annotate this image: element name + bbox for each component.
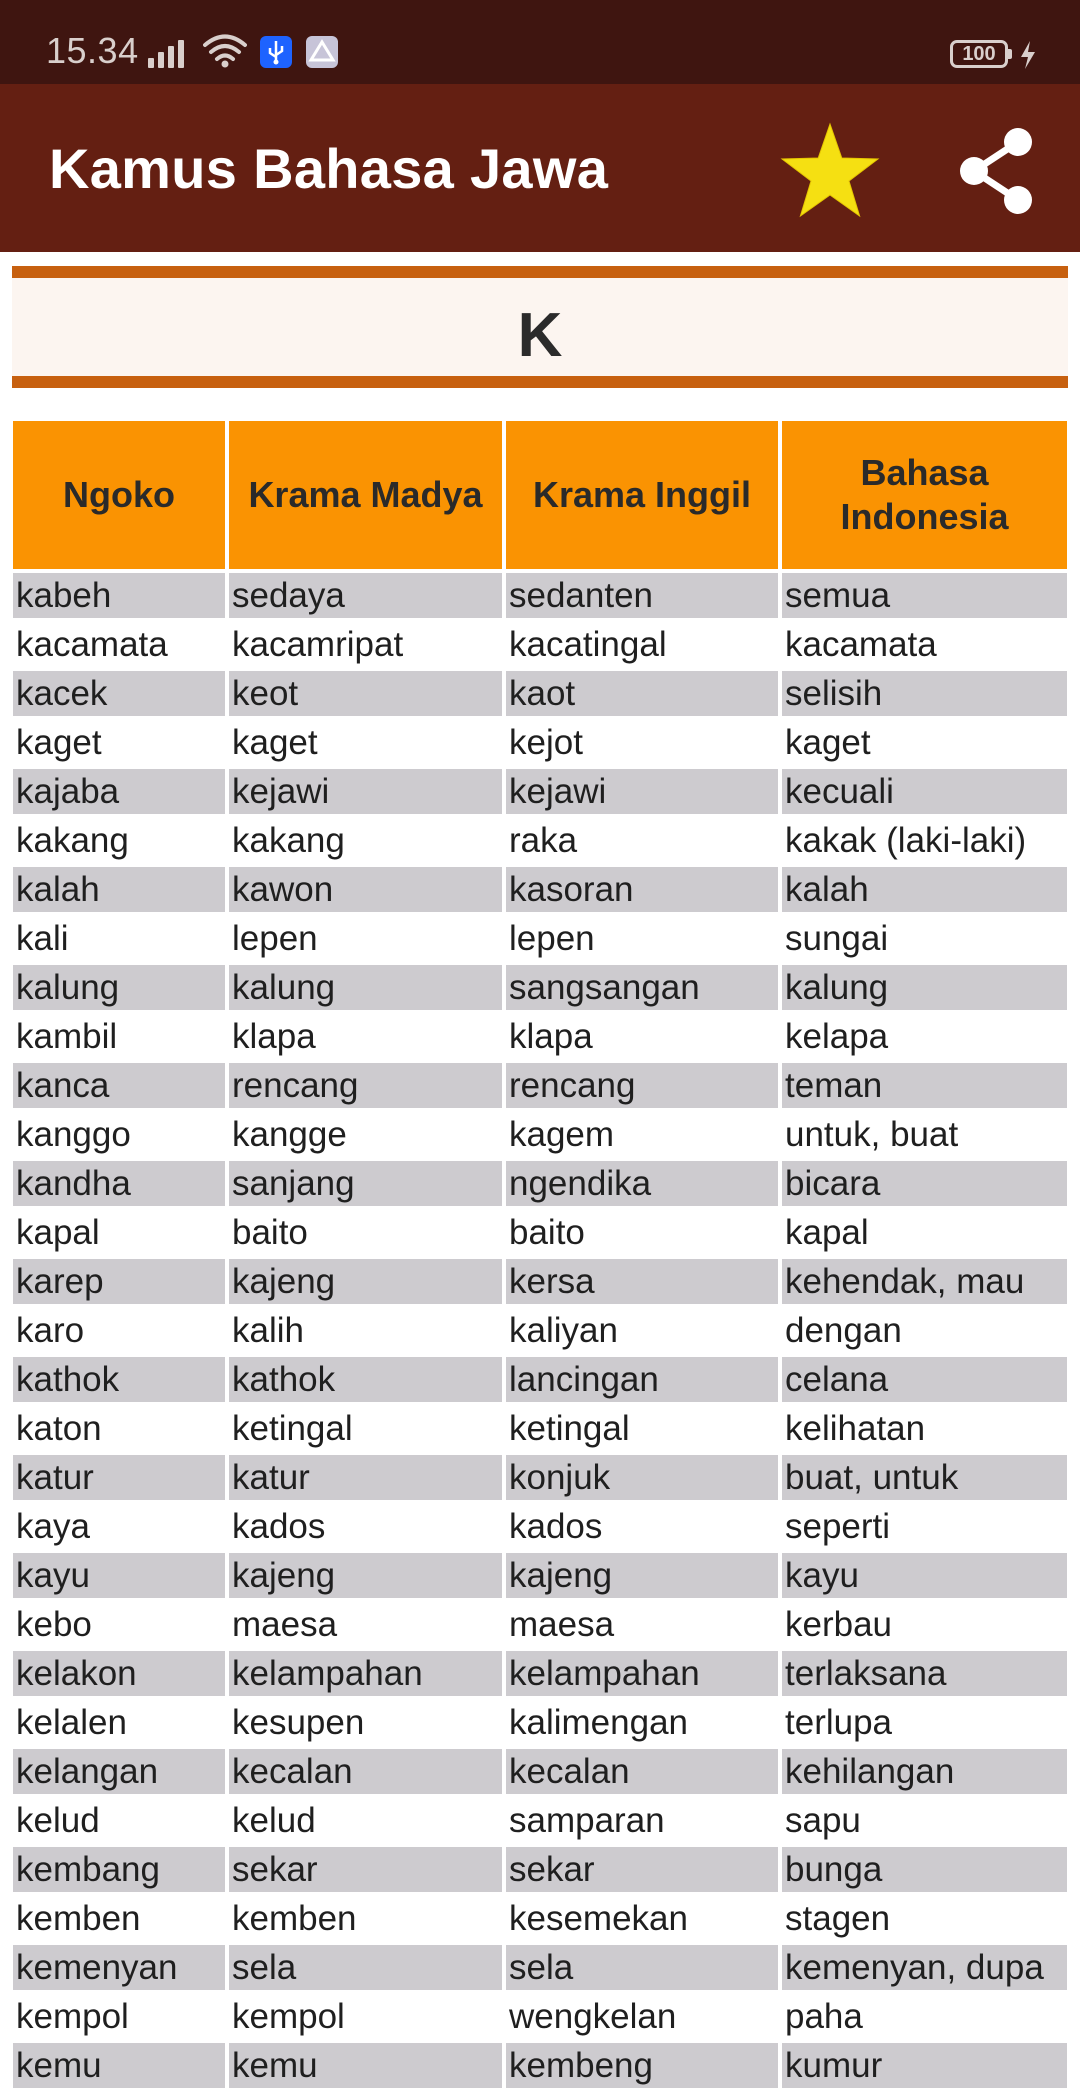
table-row[interactable] [13,1896,1067,1941]
krama-inggil-cell: ngendika [506,1161,778,1206]
krama-madya-cell: kejawi [229,769,502,814]
bahasa-indonesia-cell: kehilangan [782,1749,1067,1794]
table-row[interactable] [13,671,1067,716]
ngoko-cell: kapal [13,1210,225,1255]
ngoko-cell: kempol [13,1994,225,2039]
krama-inggil-cell: samparan [506,1798,778,1843]
ngoko-cell: kanggo [13,1112,225,1157]
bahasa-indonesia-cell: kalung [782,965,1067,1010]
bahasa-indonesia-cell: selisih [782,671,1067,716]
bahasa-indonesia-cell: celana [782,1357,1067,1402]
share-icon[interactable] [956,126,1036,216]
ngoko-cell: katur [13,1455,225,1500]
krama-inggil-cell: kasoran [506,867,778,912]
table-body [13,573,1067,2088]
bahasa-indonesia-cell: semua [782,573,1067,618]
wifi-icon [203,34,247,68]
app-title: Kamus Bahasa Jawa [49,137,609,200]
krama-inggil-cell: kelampahan [506,1651,778,1696]
column-header-krama-madya: Krama Madya [229,421,502,569]
krama-madya-cell: sela [229,1945,502,1990]
table-row[interactable] [13,573,1067,618]
krama-inggil-cell: sekar [506,1847,778,1892]
bahasa-indonesia-cell: kacamata [782,622,1067,667]
table-row[interactable] [13,1798,1067,1843]
krama-madya-cell: kalung [229,965,502,1010]
bahasa-indonesia-cell: terlaksana [782,1651,1067,1696]
bahasa-indonesia-cell: untuk, buat [782,1112,1067,1157]
table-row[interactable] [13,1749,1067,1794]
krama-inggil-cell: kacatingal [506,622,778,667]
ngoko-cell: kabeh [13,573,225,618]
ngoko-cell: kalung [13,965,225,1010]
krama-madya-cell: kathok [229,1357,502,1402]
krama-madya-cell: kempol [229,1994,502,2039]
krama-madya-cell: kacamripat [229,622,502,667]
ngoko-cell: kemben [13,1896,225,1941]
ngoko-cell: kacamata [13,622,225,667]
bahasa-indonesia-cell: dengan [782,1308,1067,1353]
ngoko-cell: kajaba [13,769,225,814]
krama-madya-cell: kangge [229,1112,502,1157]
krama-madya-cell: ketingal [229,1406,502,1451]
table-row[interactable] [13,769,1067,814]
status-bar [0,0,1080,84]
table-row[interactable] [13,1357,1067,1402]
krama-inggil-cell: kajeng [506,1553,778,1598]
ngoko-cell: kandha [13,1161,225,1206]
bahasa-indonesia-cell: sapu [782,1798,1067,1843]
krama-inggil-cell: baito [506,1210,778,1255]
krama-madya-cell: kakang [229,818,502,863]
krama-madya-cell: kalih [229,1308,502,1353]
ngoko-cell: kelud [13,1798,225,1843]
ngoko-cell: kanca [13,1063,225,1108]
bahasa-indonesia-cell: teman [782,1063,1067,1108]
krama-inggil-cell: sedanten [506,573,778,618]
battery-icon: 100 [950,40,1008,68]
ngoko-cell: kathok [13,1357,225,1402]
bahasa-indonesia-cell: kalah [782,867,1067,912]
bahasa-indonesia-cell: kelapa [782,1014,1067,1059]
bahasa-indonesia-cell: paha [782,1994,1067,2039]
krama-madya-cell: kawon [229,867,502,912]
krama-madya-cell: sedaya [229,573,502,618]
ngoko-cell: kebo [13,1602,225,1647]
star-icon[interactable] [778,122,882,220]
bahasa-indonesia-cell: kumur [782,2043,1067,2088]
drive-icon [306,36,338,68]
bahasa-indonesia-cell: kelihatan [782,1406,1067,1451]
table-row[interactable] [13,1259,1067,1304]
table-row[interactable] [13,1161,1067,1206]
ngoko-cell: kali [13,916,225,961]
ngoko-cell: karep [13,1259,225,1304]
krama-inggil-cell: kagem [506,1112,778,1157]
krama-madya-cell: klapa [229,1014,502,1059]
ngoko-cell: karo [13,1308,225,1353]
krama-inggil-cell: konjuk [506,1455,778,1500]
table-row[interactable] [13,1847,1067,1892]
krama-inggil-cell: lancingan [506,1357,778,1402]
bahasa-indonesia-cell: kecuali [782,769,1067,814]
table-row[interactable] [13,2043,1067,2088]
krama-inggil-cell: kados [506,1504,778,1549]
column-header-ngoko: Ngoko [13,421,225,569]
table-row[interactable] [13,1455,1067,1500]
table-row[interactable] [13,1063,1067,1108]
krama-madya-cell: kaget [229,720,502,765]
table-row[interactable] [13,720,1067,765]
krama-inggil-cell: ketingal [506,1406,778,1451]
krama-inggil-cell: kaliyan [506,1308,778,1353]
krama-madya-cell: maesa [229,1602,502,1647]
charging-icon [1018,40,1038,70]
bahasa-indonesia-cell: bunga [782,1847,1067,1892]
signal-icon [148,38,190,68]
krama-inggil-cell: rencang [506,1063,778,1108]
krama-inggil-cell: kersa [506,1259,778,1304]
bahasa-indonesia-cell: terlupa [782,1700,1067,1745]
krama-madya-cell: kecalan [229,1749,502,1794]
krama-madya-cell: kados [229,1504,502,1549]
ngoko-cell: kacek [13,671,225,716]
table-row[interactable] [13,916,1067,961]
bahasa-indonesia-cell: buat, untuk [782,1455,1067,1500]
krama-inggil-cell: wengkelan [506,1994,778,2039]
table-row[interactable] [13,1553,1067,1598]
table-row[interactable] [13,1112,1067,1157]
bahasa-indonesia-cell: bicara [782,1161,1067,1206]
krama-madya-cell: kemben [229,1896,502,1941]
bahasa-indonesia-cell: sungai [782,916,1067,961]
dictionary-table [13,421,1067,2088]
bahasa-indonesia-cell: kemenyan, dupa [782,1945,1067,1990]
krama-inggil-cell: kembeng [506,2043,778,2088]
bahasa-indonesia-cell: stagen [782,1896,1067,1941]
ngoko-cell: kaya [13,1504,225,1549]
krama-inggil-cell: raka [506,818,778,863]
krama-madya-cell: rencang [229,1063,502,1108]
ngoko-cell: kemenyan [13,1945,225,1990]
ngoko-cell: kemu [13,2043,225,2088]
krama-madya-cell: kelampahan [229,1651,502,1696]
table-row[interactable] [13,1700,1067,1745]
krama-inggil-cell: sela [506,1945,778,1990]
ngoko-cell: katon [13,1406,225,1451]
table-row[interactable] [13,1994,1067,2039]
krama-madya-cell: kemu [229,2043,502,2088]
table-row[interactable] [13,1210,1067,1255]
krama-madya-cell: keot [229,671,502,716]
ngoko-cell: kayu [13,1553,225,1598]
krama-madya-cell: katur [229,1455,502,1500]
krama-inggil-cell: klapa [506,1014,778,1059]
krama-inggil-cell: kejot [506,720,778,765]
krama-madya-cell: kajeng [229,1553,502,1598]
table-row[interactable] [13,818,1067,863]
krama-madya-cell: sanjang [229,1161,502,1206]
app-bar [0,84,1080,252]
status-time: 15.34 [46,30,139,71]
table-row[interactable] [13,622,1067,667]
krama-inggil-cell: lepen [506,916,778,961]
ngoko-cell: kakang [13,818,225,863]
krama-madya-cell: kelud [229,1798,502,1843]
krama-inggil-cell: kecalan [506,1749,778,1794]
krama-madya-cell: kesupen [229,1700,502,1745]
table-row[interactable] [13,1014,1067,1059]
ngoko-cell: kalah [13,867,225,912]
ngoko-cell: kembang [13,1847,225,1892]
ngoko-cell: kambil [13,1014,225,1059]
letter-heading: K [517,301,563,370]
bahasa-indonesia-cell: seperti [782,1504,1067,1549]
krama-inggil-cell: maesa [506,1602,778,1647]
table-row[interactable] [13,1651,1067,1696]
krama-inggil-cell: kesemekan [506,1896,778,1941]
krama-inggil-cell: kejawi [506,769,778,814]
letter-header [12,266,1068,388]
ngoko-cell: kelakon [13,1651,225,1696]
table-row[interactable] [13,1602,1067,1647]
bahasa-indonesia-cell: kaget [782,720,1067,765]
ngoko-cell: kelangan [13,1749,225,1794]
bahasa-indonesia-cell: kerbau [782,1602,1067,1647]
table-row[interactable] [13,1504,1067,1549]
table-row[interactable] [13,965,1067,1010]
ngoko-cell: kaget [13,720,225,765]
ngoko-cell: kelalen [13,1700,225,1745]
bahasa-indonesia-cell: kapal [782,1210,1067,1255]
bahasa-indonesia-cell: kakak (laki-laki) [782,818,1067,863]
table-row[interactable] [13,1945,1067,1990]
table-row[interactable] [13,1406,1067,1451]
table-row[interactable] [13,867,1067,912]
krama-madya-cell: lepen [229,916,502,961]
bahasa-indonesia-cell: kehendak, mau [782,1259,1067,1304]
table-row[interactable] [13,1308,1067,1353]
bahasa-indonesia-cell: kayu [782,1553,1067,1598]
krama-inggil-cell: sangsangan [506,965,778,1010]
column-header-krama-inggil: Krama Inggil [506,421,778,569]
usb-icon [260,36,292,68]
krama-madya-cell: baito [229,1210,502,1255]
battery-tip [1008,49,1012,59]
krama-madya-cell: sekar [229,1847,502,1892]
krama-inggil-cell: kalimengan [506,1700,778,1745]
krama-madya-cell: kajeng [229,1259,502,1304]
krama-inggil-cell: kaot [506,671,778,716]
table-header [13,421,1067,569]
column-header-bahasa-indonesia: Bahasa Indonesia [782,421,1067,569]
